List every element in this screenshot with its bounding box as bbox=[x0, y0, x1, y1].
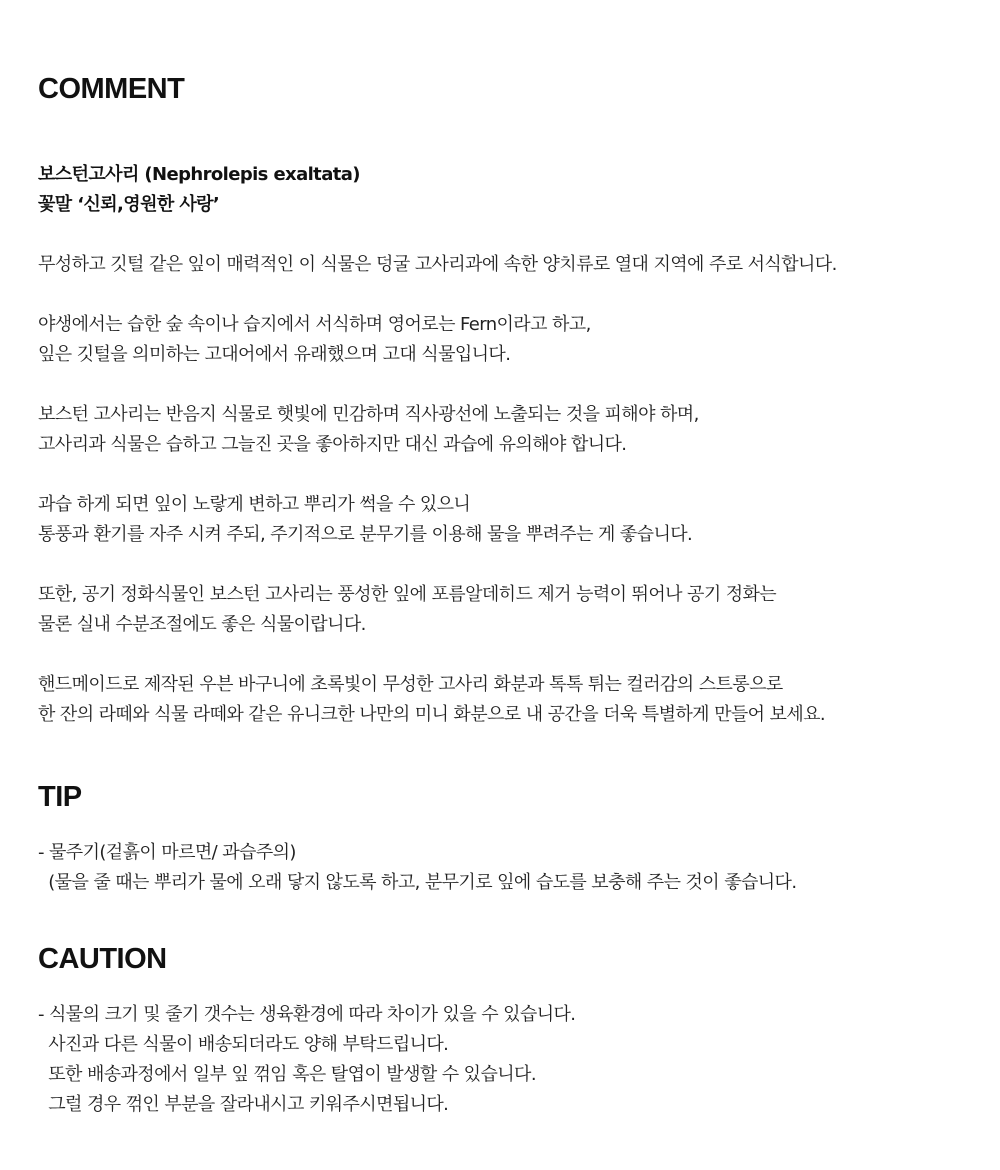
caution-line: 그럴 경우 꺾인 부분을 잘라내시고 키워주시면됩니다. bbox=[38, 1094, 449, 1115]
caution-heading: CAUTION bbox=[38, 943, 167, 975]
comment-paragraph-line: 물론 실내 수분조절에도 좋은 식물이랍니다. bbox=[38, 614, 366, 635]
comment-heading: COMMENT bbox=[38, 73, 185, 105]
comment-paragraph-line: 통풍과 환기를 자주 시켜 주되, 주기적으로 분무기를 이용해 물을 뿌려주는 게 좋습니다. bbox=[38, 524, 693, 545]
comment-paragraph-line: 핸드메이드로 제작된 우븐 바구니에 초록빛이 무성한 고사리 화분과 톡톡 튀는 컬러감의 스트롱으로 bbox=[38, 674, 783, 695]
comment-paragraph-line: 한 잔의 라떼와 식물 라떼와 같은 유니크한 나만의 미니 화분으로 내 공간을 더욱 특별하게 만들어 보세요. bbox=[38, 704, 826, 725]
comment-paragraph-line: 잎은 깃털을 의미하는 고대어에서 유래했으며 고대 식물입니다. bbox=[38, 344, 511, 365]
caution-line: - 식물의 크기 및 줄기 갯수는 생육환경에 따라 차이가 있을 수 있습니다. bbox=[38, 1004, 576, 1025]
comment-paragraph-line: 과습 하게 되면 잎이 노랗게 변하고 뿌리가 썩을 수 있으니 bbox=[38, 494, 471, 515]
comment-paragraph-line: 고사리과 식물은 습하고 그늘진 곳을 좋아하지만 대신 과습에 유의해야 합니다. bbox=[38, 434, 627, 455]
plant-name: 보스턴고사리 (Nephrolepis exaltata) bbox=[38, 164, 360, 185]
comment-paragraph-line: 무성하고 깃털 같은 잎이 매력적인 이 식물은 덩굴 고사리과에 속한 양치류로 열대 지역에 주로 서식합니다. bbox=[38, 254, 837, 275]
comment-paragraph-line: 보스턴 고사리는 반음지 식물로 햇빛에 민감하며 직사광선에 노출되는 것을 피해야 하며, bbox=[38, 404, 699, 425]
tip-heading: TIP bbox=[38, 781, 82, 813]
comment-paragraph-line: 야생에서는 습한 숲 속이나 습지에서 서식하며 영어로는 Fern이라고 하고, bbox=[38, 314, 591, 335]
flower-language: 꽃말 ‘신뢰,영원한 사랑’ bbox=[38, 194, 220, 215]
caution-line: 또한 배송과정에서 일부 잎 꺾임 혹은 탈엽이 발생할 수 있습니다. bbox=[38, 1064, 536, 1085]
caution-line: 사진과 다른 식물이 배송되더라도 양해 부탁드립니다. bbox=[38, 1034, 449, 1055]
tip-line: (물을 줄 때는 뿌리가 물에 오래 닿지 않도록 하고, 분무기로 잎에 습도를 보충해 주는 것이 좋습니다. bbox=[38, 872, 797, 893]
comment-paragraph-line: 또한, 공기 정화식물인 보스턴 고사리는 풍성한 잎에 포름알데히드 제거 능력이 뛰어나 공기 정화는 bbox=[38, 584, 777, 605]
tip-line: - 물주기(겉흙이 마르면/ 과습주의) bbox=[38, 842, 296, 863]
